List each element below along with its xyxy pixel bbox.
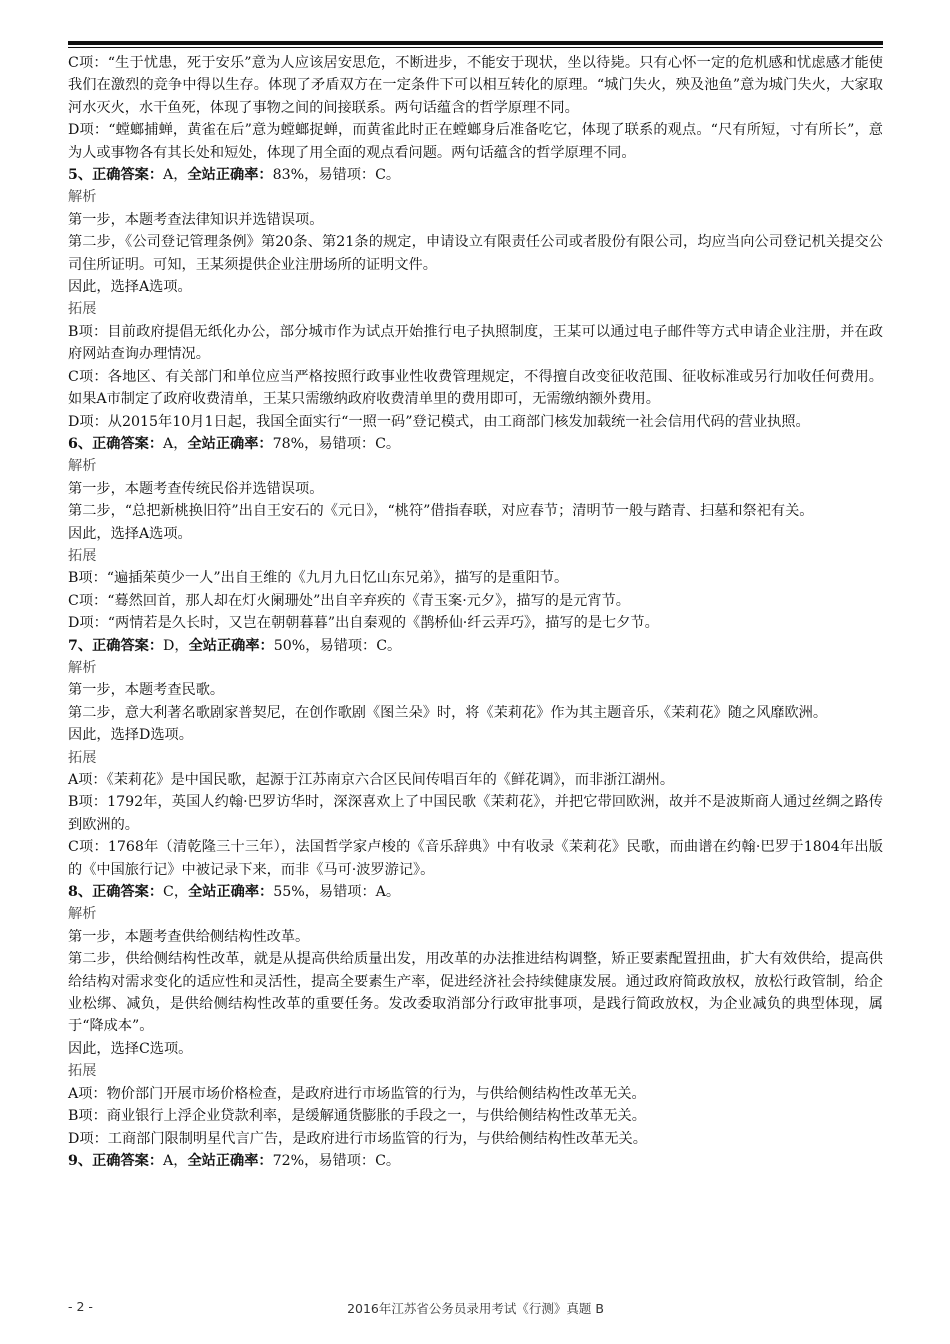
paragraph: D项：工商部门限制明星代言广告，是政府进行市场监管的行为，与供给侧结构性改革无关。 xyxy=(68,1130,647,1147)
paragraph: C项：“生于忧患，死于安乐”意为人应该居安思危，不断进步，不能安于现状，坐以待毙。只有心怀一定的危机感和忧虑感才能使我们在激烈的竞争中得以生存。体现了矛盾双方在一定条件下可以相互转化的原理。“城门失火，殃及池鱼”意为城门失火，大家取河水灭火，水干鱼死，体现了事物之间的间接联系。两句话蕴含的哲学原理不同。 xyxy=(68,55,883,116)
answer-label: 正确答案： xyxy=(92,637,164,654)
paragraph: D项：“两情若是久长时，又岂在朝朝暮暮”出自秦观的《鹊桥仙·纤云弄巧》，描写的是七夕节。 xyxy=(68,615,659,632)
paragraph: D项：从2015年10月1日起，我国全面实行“一照一码”登记模式，由工商部门核发加载统一社会信用代码的营业执照。 xyxy=(68,413,810,430)
accuracy-label: 全站正确率： xyxy=(188,884,274,901)
answer-value: A， xyxy=(163,1152,188,1169)
answer-value: D， xyxy=(163,637,189,654)
paragraph: 第一步，本题考查法律知识并选错误项。 xyxy=(68,211,324,228)
paragraph: B项：目前政府提倡无纸化办公，部分城市作为试点开始推行电子执照制度，王某可以通过电子邮件等方式申请企业注册，并在政府网站查询办理情况。 xyxy=(68,323,883,363)
question-number: 7、 xyxy=(68,637,93,654)
paragraph: C项：“蓦然回首，那人却在灯火阑珊处”出自辛弃疾的《青玉案·元夕》，描写的是元宵节。 xyxy=(68,592,630,609)
answer-label: 正确答案： xyxy=(92,884,164,901)
page-footer xyxy=(68,1299,883,1321)
page-number: - 2 - xyxy=(68,1299,93,1314)
paragraph: B项：1792年，英国人约翰·巴罗访华时，深深喜欢上了中国民歌《茉莉花》，并把它带回欧洲，故并不是波斯商人通过丝绸之路传到欧洲的。 xyxy=(68,794,883,833)
paragraph: 因此，选择A选项。 xyxy=(68,279,192,296)
section-label: 拓展 xyxy=(68,547,97,564)
question-number: 9、 xyxy=(68,1152,93,1169)
section-label: 解析 xyxy=(68,458,97,475)
paragraph: 第二步，供给侧结构性改革，就是从提高供给质量出发，用改革的办法推进结构调整，矫正要素配置扭曲，扩大有效供给，提高供给结构对需求变化的适应性和灵活性，提高全要素生产率，促进经济社会持续健康发展。通过政府简政放权，放松行政管制，给企业松绑、减负，是供给侧结构性改革的重要任务。发改委取消部分行政审批事项，是践行简政放权，为企业减负的典型体现，属于“降成本”。 xyxy=(68,951,883,1035)
question-number: 8、 xyxy=(68,884,93,901)
paragraph: A项：《茉莉花》是中国民歌，起源于江苏南京六合区民间传唱百年的《鲜花调》，而非浙江湖州。 xyxy=(68,772,675,788)
paragraph: 第二步，“总把新桃换旧符”出自王安石的《元日》，“桃符”借指春联，对应春节；清明节一般与踏青、扫墓和祭祀有关。 xyxy=(68,503,814,520)
paragraph: 因此，选择D选项。 xyxy=(68,727,193,744)
paragraph: B项：商业银行上浮企业贷款利率，是缓解通货膨胀的手段之一，与供给侧结构性改革无关。 xyxy=(68,1108,646,1125)
paragraph: B项：“遍插茱萸少一人”出自王维的《九月九日忆山东兄弟》，描写的是重阳节。 xyxy=(68,570,569,587)
section-label: 拓展 xyxy=(68,301,97,318)
header-rule-thin xyxy=(68,47,883,48)
accuracy-value: 83%，易错项：C。 xyxy=(272,167,401,184)
paragraph: C项：1768年（清乾隆三十三年），法国哲学家卢梭的《音乐辞典》中有收录《茉莉花》民歌，而曲谱在约翰·巴罗于1804年出版的《中国旅行记》中被记录下来，而非《马可·波罗游记》。 xyxy=(68,839,883,878)
answer-label: 正确答案： xyxy=(92,1152,164,1169)
paragraph: D项：“螳螂捕蝉，黄雀在后”意为螳螂捉蝉，而黄雀此时正在螳螂身后准备吃它，体现了联系的观点。“尺有所短，寸有所长”，意为人或事物各有其长处和短处，体现了用全面的观点看问题。两句话蕴含的哲学原理不同。 xyxy=(68,122,883,161)
answer-line xyxy=(68,635,883,657)
answer-value: A， xyxy=(163,435,188,452)
paragraph: 第一步，本题考查民歌。 xyxy=(68,682,225,699)
accuracy-label: 全站正确率： xyxy=(187,435,273,452)
header-rule xyxy=(68,41,883,45)
answer-line xyxy=(68,881,883,903)
footer-title: 2016年江苏省公务员录用考试《行测》真题 B xyxy=(347,1301,604,1316)
accuracy-label: 全站正确率： xyxy=(187,167,273,184)
accuracy-value: 72%，易错项：C。 xyxy=(272,1152,401,1169)
question-number: 6、 xyxy=(68,435,93,452)
paragraph: 第二步，意大利著名歌剧家普契尼，在创作歌剧《图兰朵》时，将《茉莉花》作为其主题音乐，《茉莉花》随之风靡欧洲。 xyxy=(68,704,828,721)
section-label: 拓展 xyxy=(68,1063,97,1080)
section-label: 解析 xyxy=(68,189,97,206)
accuracy-value: 55%，易错项：A。 xyxy=(273,884,401,901)
paragraph: C项：各地区、有关部门和单位应当严格按照行政事业性收费管理规定，不得擅自改变征收范围、征收标准或另行加收任何费用。如果A市制定了政府收费清单，王某只需缴纳政府收费清单里的费用即可，无需缴纳额外费用。 xyxy=(68,368,883,408)
section-label: 解析 xyxy=(68,906,97,923)
paragraph: 第一步，本题考查传统民俗并选错误项。 xyxy=(68,480,324,497)
answer-value: C， xyxy=(163,884,189,901)
accuracy-label: 全站正确率： xyxy=(187,1152,273,1169)
paragraph: 因此，选择A选项。 xyxy=(68,525,192,542)
section-label: 拓展 xyxy=(68,749,97,766)
paragraph: 第二步，《公司登记管理条例》第20条、第21条的规定，申请设立有限责任公司或者股份有限公司，均应当向公司登记机关提交公司住所证明。可知，王某须提供企业注册场所的证明文件。 xyxy=(68,234,883,273)
answer-line xyxy=(68,433,883,455)
answer-label: 正确答案： xyxy=(92,167,164,184)
answer-label: 正确答案： xyxy=(92,435,164,452)
answer-line xyxy=(68,164,883,186)
question-number: 5、 xyxy=(68,167,93,184)
paragraph: 第一步，本题考查供给侧结构性改革。 xyxy=(68,928,310,945)
answer-line xyxy=(68,1150,883,1172)
section-label: 解析 xyxy=(68,659,97,676)
answer-value: A， xyxy=(163,167,188,184)
accuracy-value: 78%，易错项：C。 xyxy=(272,435,401,452)
paragraph: A项：物价部门开展市场价格检查，是政府进行市场监管的行为，与供给侧结构性改革无关。 xyxy=(68,1085,646,1102)
paragraph: 因此，选择C选项。 xyxy=(68,1040,193,1057)
document-body xyxy=(68,52,883,1172)
accuracy-label: 全站正确率： xyxy=(188,637,274,654)
accuracy-value: 50%，易错项：C。 xyxy=(273,637,402,654)
